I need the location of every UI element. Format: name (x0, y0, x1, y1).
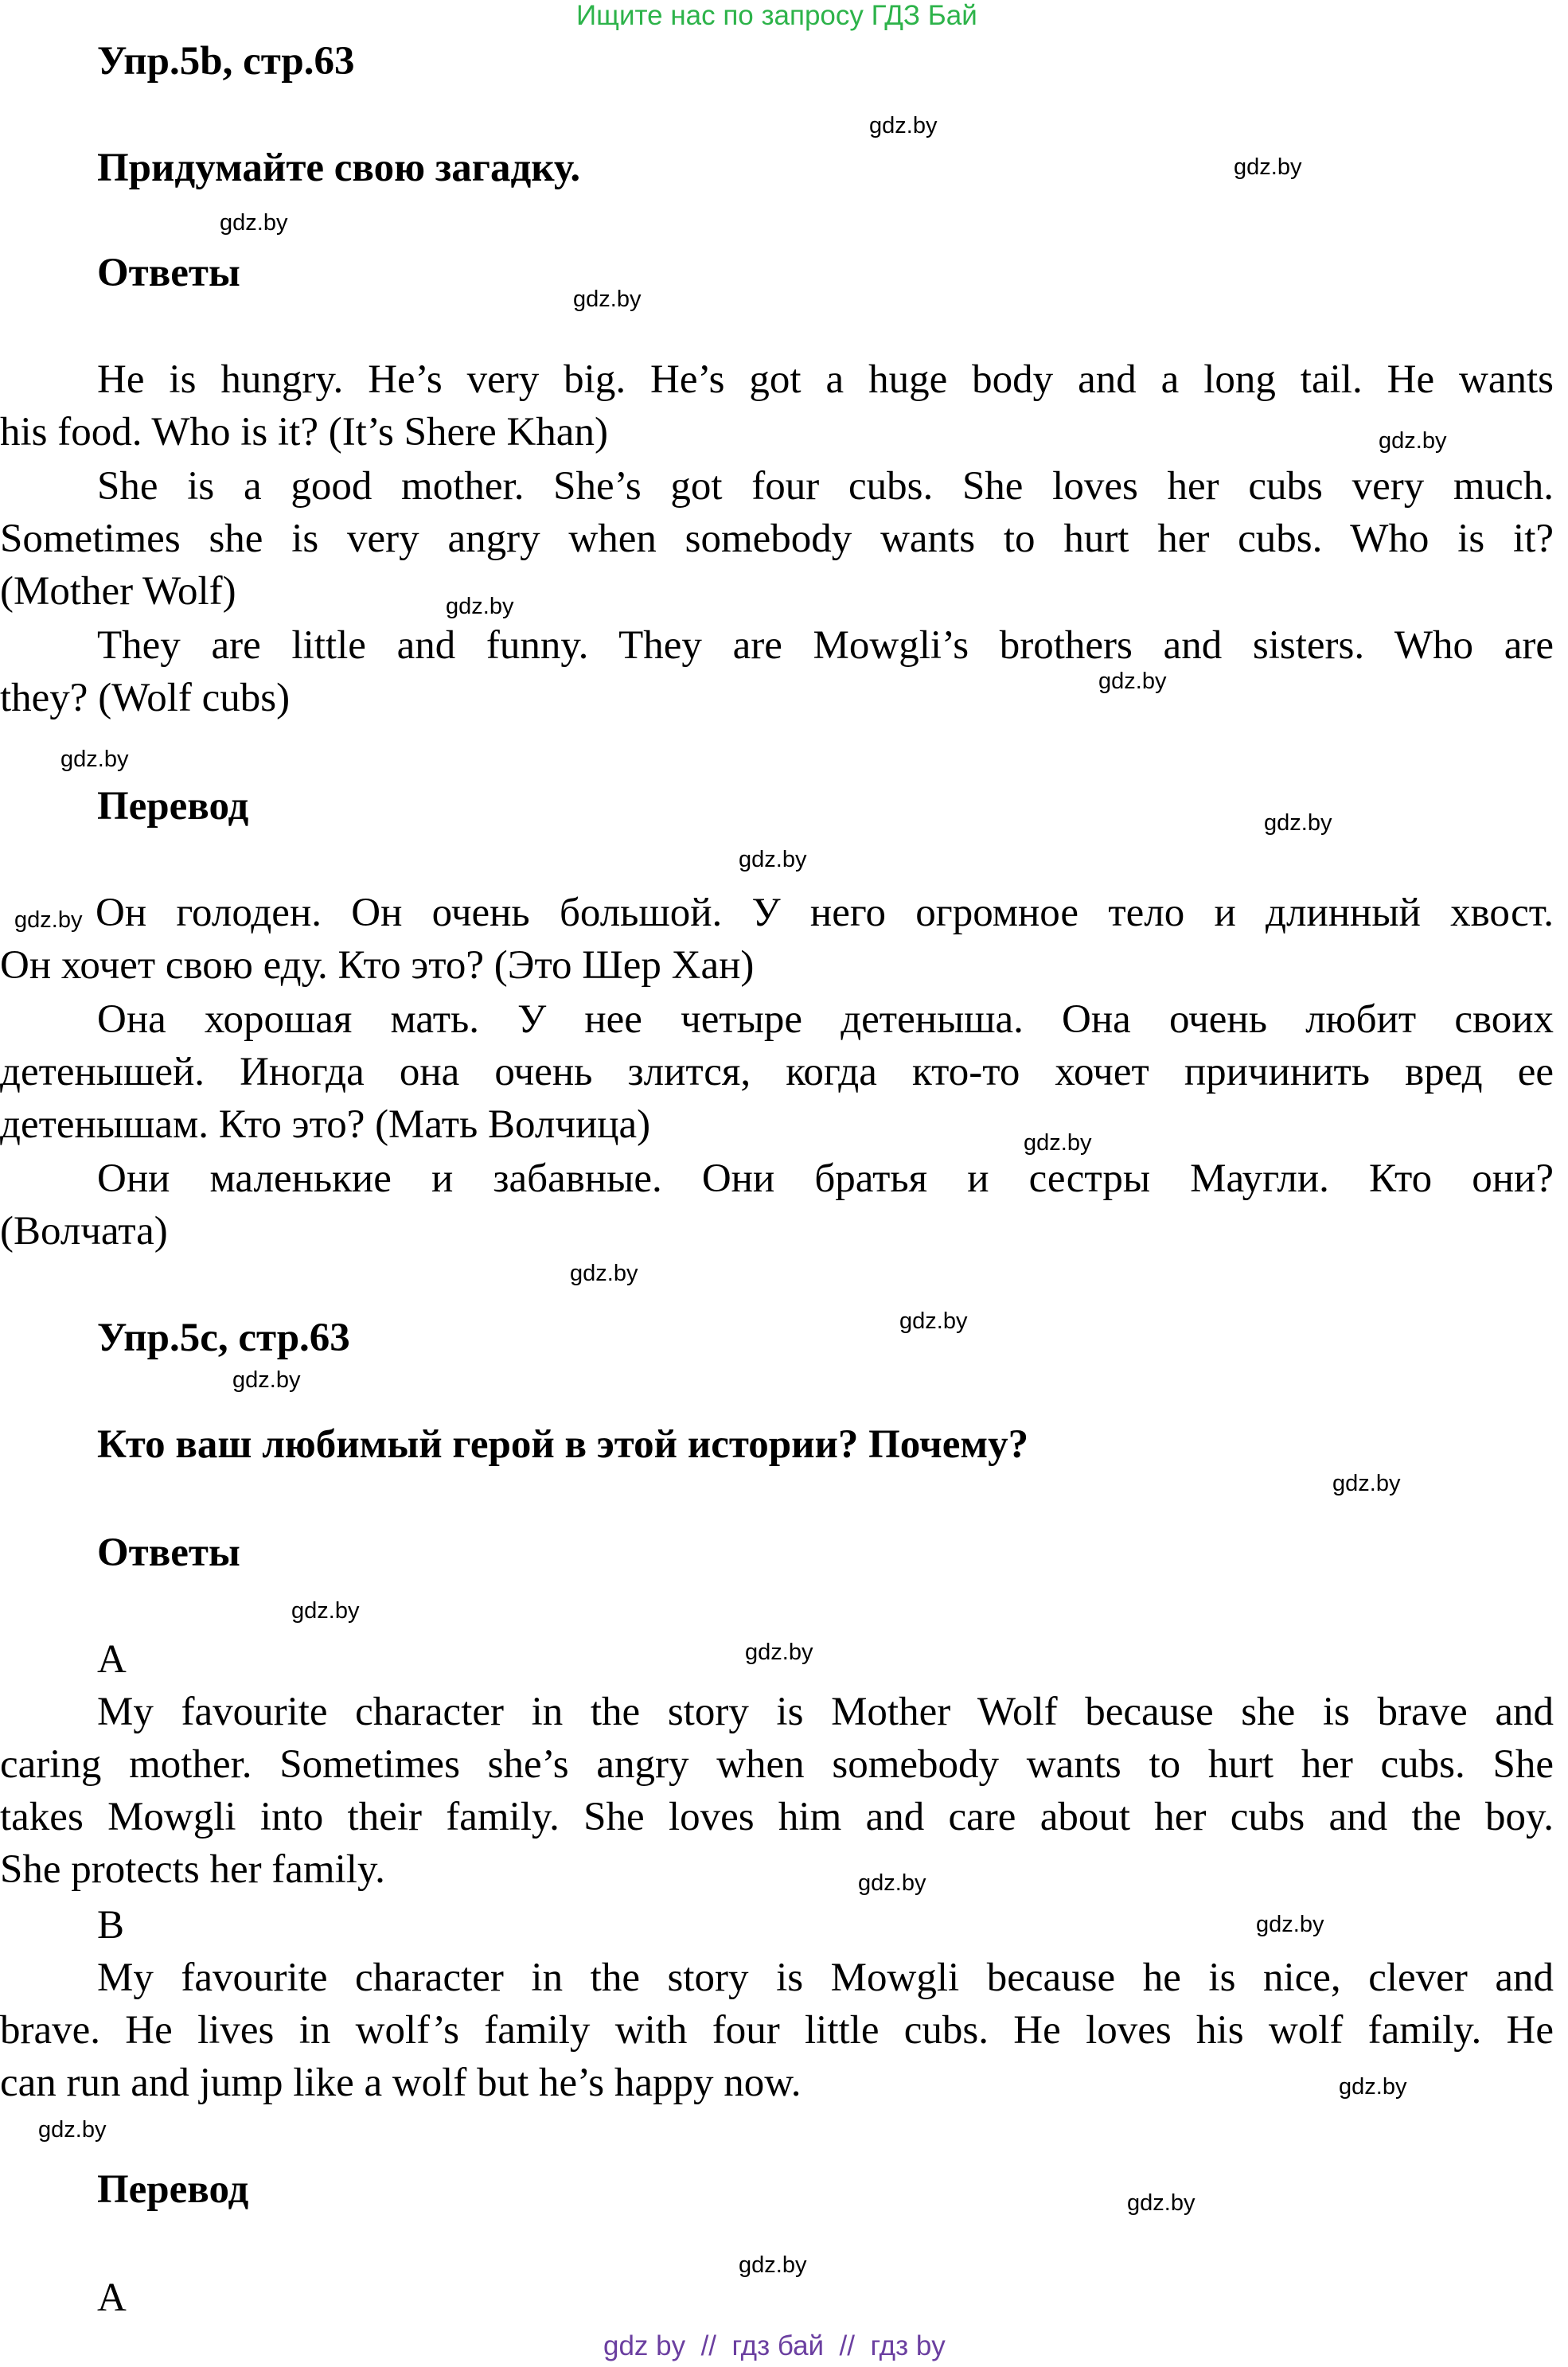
exercise-5c-task: Кто ваш любимый герой в этой истории? Почему? (97, 1422, 1029, 1467)
watermark: gdz.by (291, 1598, 360, 1624)
exercise-5c-answers-heading: Ответы (97, 1531, 240, 1575)
watermark: gdz.by (232, 1367, 301, 1393)
watermark: gdz.by (38, 2117, 107, 2143)
watermark: gdz.by (60, 747, 129, 772)
footer-banner[interactable]: gdz by // гдз бай // гдз by (603, 2330, 946, 2361)
translation-line: детенышей. Иногда она очень злится, когда кто-то хочет причинить вред ее (0, 1050, 1554, 1094)
watermark: gdz.by (1339, 2074, 1407, 2100)
answer-line: his food. Who is it? (It’s Shere Khan) (0, 410, 608, 454)
translation-a-label: A (97, 2275, 127, 2320)
watermark: gdz.by (570, 1261, 638, 1286)
exercise-5c-title: Упр.5c, стр.63 (97, 1316, 350, 1360)
exercise-5c-translation-heading: Перевод (97, 2167, 249, 2212)
watermark: gdz.by (739, 847, 807, 872)
watermark: gdz.by (446, 594, 514, 619)
variant-a-line: takes Mowgli into their family. She loves him and care about her cubs and the boy. (0, 1795, 1554, 1839)
watermark: gdz.by (1098, 669, 1167, 694)
variant-b-line: can run and jump like a wolf but he’s happy now. (0, 2061, 802, 2105)
exercise-5b-title: Упр.5b, стр.63 (97, 39, 355, 84)
answer-line: they? (Wolf cubs) (0, 676, 291, 720)
watermark: gdz.by (739, 2252, 807, 2278)
translation-line: Он хочет свою еду. Кто это? (Это Шер Хан) (0, 943, 755, 988)
variant-b-line: brave. He lives in wolf’s family with four little cubs. He loves his wolf family. He (0, 2008, 1554, 2053)
watermark: gdz.by (1264, 810, 1332, 836)
watermark: gdz.by (1379, 428, 1447, 454)
watermark: gdz.by (1256, 1912, 1324, 1937)
variant-a-line: She protects her family. (0, 1847, 385, 1892)
translation-line: Они маленькие и забавные. Они братья и сестры Маугли. Кто они? (97, 1156, 1554, 1201)
translation-line: Она хорошая мать. У нее четыре детеныша. Она очень любит своих (97, 997, 1554, 1042)
variant-a-line: caring mother. Sometimes she’s angry when somebody wants to hurt her cubs. She (0, 1742, 1554, 1787)
answer-line: They are little and funny. They are Mowgli’s brothers and sisters. Who are (97, 623, 1554, 668)
watermark: gdz.by (220, 210, 288, 236)
watermark: gdz.by (573, 287, 642, 312)
answer-line: Sometimes she is very angry when somebody wants to hurt her cubs. Who is it? (0, 517, 1554, 561)
watermark: gdz.by (1024, 1130, 1092, 1156)
watermark: gdz.by (1234, 154, 1302, 180)
answer-line: She is a good mother. She’s got four cubs. She loves her cubs very much. (97, 464, 1554, 509)
top-banner[interactable]: Ищите нас по запросу ГДЗ Бай (576, 0, 977, 31)
watermark: gdz.by (745, 1640, 813, 1665)
exercise-5b-translation-heading: Перевод (97, 784, 249, 829)
answer-line: He is hungry. He’s very big. He’s got a huge body and a long tail. He wants (97, 357, 1554, 402)
watermark: gdz.by (14, 907, 83, 933)
variant-b-label: B (97, 1903, 125, 1948)
exercise-5b-answers-heading: Ответы (97, 251, 240, 295)
translation-line: Он голоден. Он очень большой. У него огромное тело и длинный хвост. (96, 891, 1554, 935)
variant-a-line: My favourite character in the story is Mother Wolf because she is brave and (97, 1690, 1554, 1734)
watermark: gdz.by (899, 1308, 968, 1334)
watermark: gdz.by (1332, 1471, 1401, 1496)
watermark: gdz.by (869, 113, 938, 138)
variant-b-line: My favourite character in the story is Mowgli because he is nice, clever and (97, 1956, 1554, 2000)
watermark: gdz.by (858, 1870, 926, 1896)
translation-line: (Волчата) (0, 1209, 168, 1254)
exercise-5b-task: Придумайте свою загадку. (97, 146, 581, 190)
watermark: gdz.by (1127, 2190, 1196, 2216)
variant-a-label: A (97, 1637, 127, 1682)
translation-line: детенышам. Кто это? (Мать Волчица) (0, 1102, 651, 1147)
answer-line: (Mother Wolf) (0, 569, 236, 614)
